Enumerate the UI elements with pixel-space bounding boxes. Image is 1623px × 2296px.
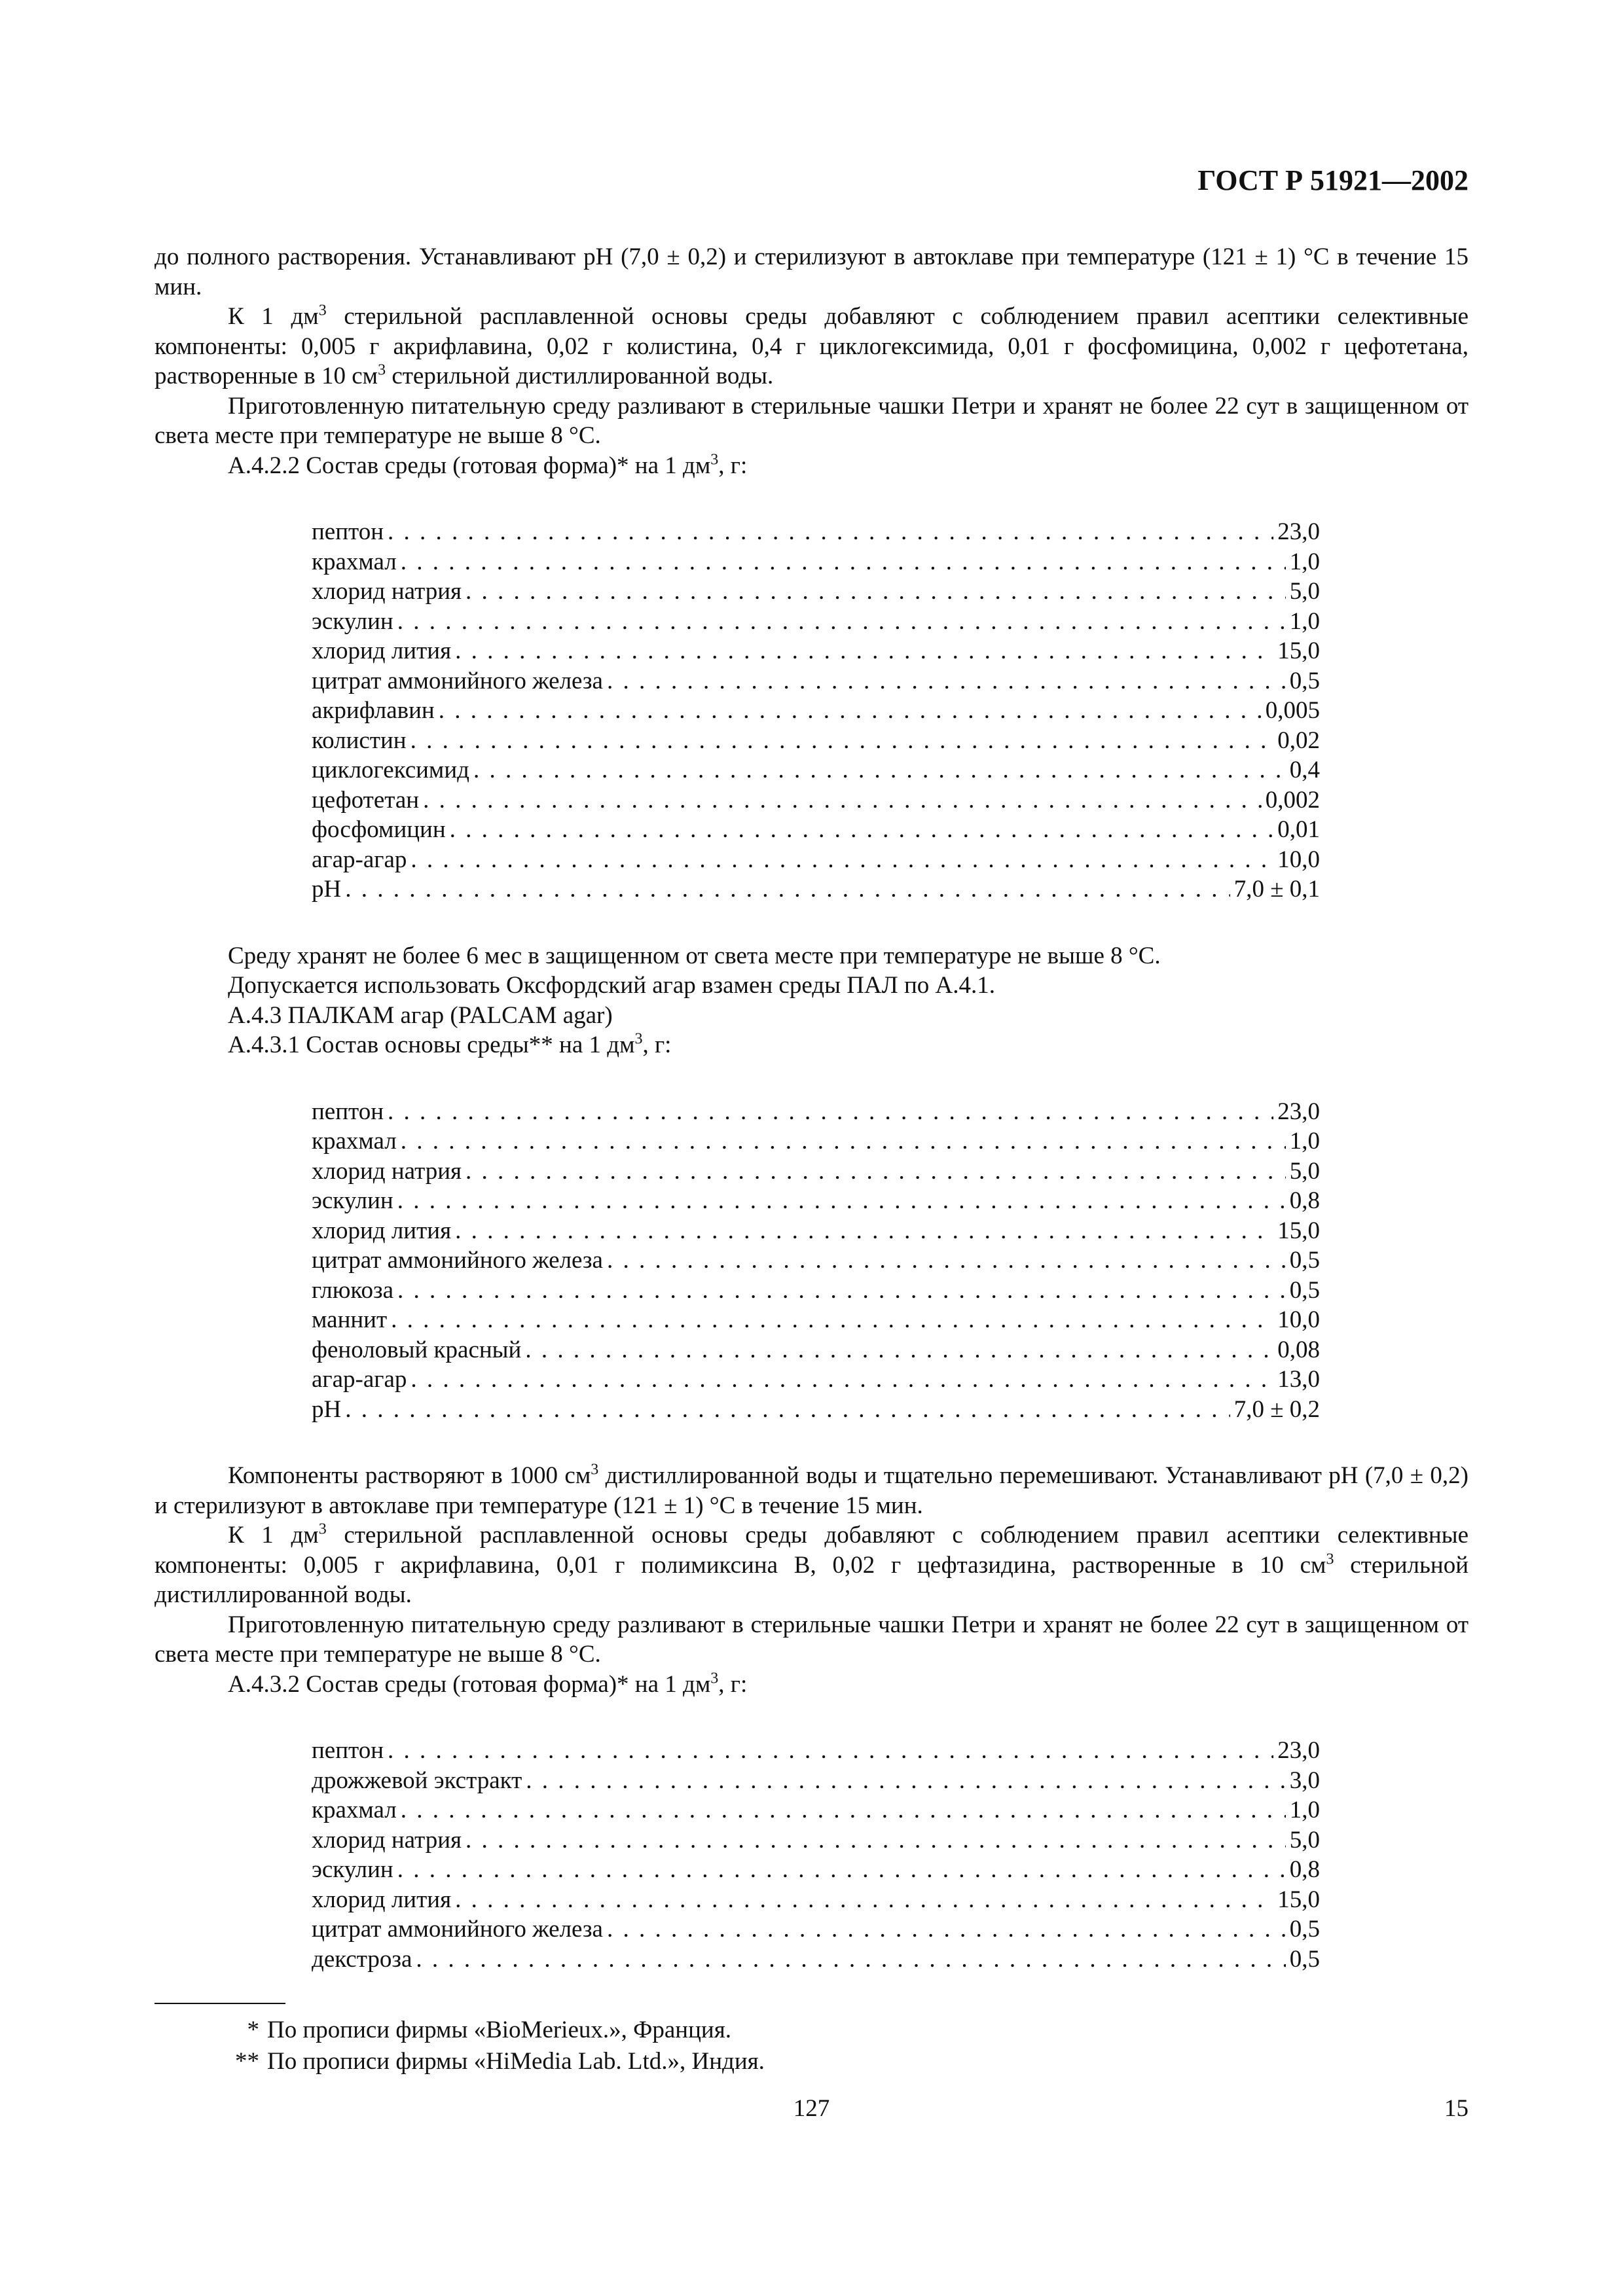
- composition-row: [312, 1186, 1320, 1216]
- composition-row: [312, 1855, 1320, 1885]
- component-name: хлорид натрия: [312, 578, 462, 605]
- composition-row: [312, 607, 1320, 637]
- component-amount: 23,0: [1277, 1098, 1320, 1125]
- component-name: пептон: [312, 1737, 384, 1764]
- dot-leader: [473, 755, 1286, 785]
- composition-row: [312, 696, 1320, 726]
- component-amount: 1,0: [1289, 607, 1320, 635]
- composition-list-2: [312, 1097, 1320, 1425]
- page-content: [155, 242, 1468, 2011]
- component-amount: 10,0: [1277, 1306, 1320, 1333]
- composition-row: [312, 517, 1320, 547]
- composition-row: [312, 1365, 1320, 1395]
- component-name: крахмал: [312, 548, 397, 575]
- dot-leader: [410, 726, 1274, 756]
- paragraph-2: К 1 $дм^3$ стерильной расплавленной основы среды добавляют с соблюдением правил асептики селективные компоненты: 0,005 г акрифлавина, 0,02 г колистина, 0,4 г циклогексимида, 0,01 г фосфомицина, 0,002 г цефотетана, растворенные в 10 $см^3$ стерильной дистиллированной воды.: [155, 302, 1469, 389]
- dot-leader: [607, 1914, 1286, 1945]
- composition-row: [312, 1246, 1320, 1276]
- component-name: цитрат аммонийного железа: [312, 1916, 603, 1943]
- component-amount: 5,0: [1289, 1157, 1320, 1185]
- component-name: фосфомицин: [312, 816, 446, 843]
- composition-row: [312, 1825, 1320, 1856]
- component-amount: 1,0: [1289, 1128, 1320, 1155]
- dot-leader: [607, 1246, 1286, 1276]
- dot-leader: [423, 785, 1262, 816]
- composition-row: [312, 1305, 1320, 1335]
- dot-leader: [391, 1305, 1273, 1335]
- component-name: агар-агар: [312, 846, 407, 873]
- component-name: пептон: [312, 1098, 384, 1125]
- component-name: цефотетан: [312, 786, 420, 814]
- component-name: колистин: [312, 726, 407, 754]
- component-amount: 0,002: [1265, 786, 1320, 814]
- composition-row: [312, 1914, 1320, 1945]
- paragraph-4: Среду хранят не более 6 мес в защищенном от света месте при температуре не выше 8 °С.: [228, 942, 1161, 969]
- dot-leader: [401, 1126, 1286, 1157]
- dot-leader: [345, 1395, 1230, 1425]
- dot-leader: [450, 815, 1274, 845]
- component-name: хлорид лития: [312, 637, 452, 664]
- component-name: глюкоза: [312, 1276, 394, 1304]
- dot-leader: [388, 1736, 1273, 1766]
- footnote-2: [155, 2046, 765, 2077]
- component-amount: 1,0: [1289, 1797, 1320, 1823]
- component-amount: 0,005: [1265, 697, 1320, 724]
- heading-a432: А.4.3.2 Состав среды (готовая форма)* на 1 $дм^3$, г:: [228, 1670, 748, 1698]
- composition-row: [312, 1945, 1320, 1975]
- component-name: феноловый красный: [312, 1336, 522, 1363]
- composition-row: [312, 755, 1320, 785]
- component-name: маннит: [312, 1306, 388, 1333]
- component-name: pH: [312, 876, 342, 903]
- component-amount: 5,0: [1289, 578, 1320, 605]
- dot-leader: [416, 1945, 1285, 1975]
- composition-row: [312, 726, 1320, 756]
- dot-leader: [455, 1216, 1273, 1246]
- dot-leader: [439, 696, 1262, 726]
- component-name: хлорид лития: [312, 1217, 452, 1244]
- component-amount: 15,0: [1277, 1217, 1320, 1244]
- dot-leader: [410, 845, 1273, 875]
- paragraph-5: Допускается использовать Оксфордский агар взамен среды ПАЛ по А.4.1.: [228, 972, 996, 999]
- footnote-1: [155, 2015, 765, 2046]
- page-number-right: 15: [1444, 2095, 1468, 2122]
- dot-leader: [465, 1157, 1286, 1187]
- component-name: хлорид натрия: [312, 1157, 462, 1185]
- component-amount: 23,0: [1277, 1737, 1320, 1764]
- composition-row: [312, 577, 1320, 607]
- composition-list-1: [312, 517, 1320, 905]
- composition-row: [312, 815, 1320, 845]
- paragraph-7: К 1 $дм^3$ стерильной расплавленной основы среды добавляют с соблюдением правил асептики селективные компоненты: 0,005 г акрифлавина, 0,01 г полимиксина В, 0,02 г цефтазидина, растворенные в 10 $см^3$ стерильной дистиллированной воды.: [155, 1520, 1469, 1608]
- component-amount: 0,08: [1277, 1336, 1320, 1363]
- paragraph-8: Приготовленную питательную среду разливают в стерильные чашки Петри и хранят не более 22 сут в защищенном от света месте при температуре не выше 8 °С.: [155, 1611, 1468, 1668]
- composition-row: [312, 636, 1320, 666]
- composition-row: [312, 1795, 1320, 1825]
- dot-leader: [607, 666, 1286, 696]
- dot-leader: [465, 1825, 1286, 1856]
- component-name: декстроза: [312, 1945, 412, 1973]
- component-amount: 0,02: [1277, 726, 1320, 754]
- dot-leader: [397, 607, 1286, 637]
- component-name: циклогексимид: [312, 757, 469, 783]
- dot-leader: [455, 636, 1273, 666]
- component-amount: 7,0 ± 0,2: [1233, 1395, 1320, 1423]
- footnotes: [155, 2015, 765, 2077]
- dot-leader: [526, 1766, 1285, 1796]
- composition-list-3: [312, 1736, 1320, 1974]
- component-amount: 15,0: [1277, 1886, 1320, 1913]
- component-name: дрожжевой экстракт: [312, 1767, 522, 1794]
- component-name: акрифлавин: [312, 697, 435, 724]
- composition-row: [312, 1276, 1320, 1306]
- footnote-text: По прописи фирмы «BioMerieux.», Франция.: [267, 2017, 731, 2043]
- component-amount: 0,8: [1289, 1187, 1320, 1214]
- footnote-mark: **: [235, 2048, 259, 2075]
- component-amount: 7,0 ± 0,1: [1233, 876, 1320, 903]
- component-name: цитрат аммонийного железа: [312, 1247, 603, 1274]
- component-amount: 3,0: [1289, 1767, 1320, 1794]
- composition-row: [312, 874, 1320, 905]
- component-name: pH: [312, 1395, 342, 1423]
- dot-leader: [397, 1276, 1286, 1306]
- dot-leader: [345, 874, 1230, 905]
- component-name: цитрат аммонийного железа: [312, 667, 603, 694]
- component-amount: 15,0: [1277, 637, 1320, 664]
- component-amount: 10,0: [1277, 846, 1320, 873]
- composition-row: [312, 1736, 1320, 1766]
- component-name: крахмал: [312, 1128, 397, 1155]
- heading-a431: А.4.3.1 Состав основы среды** на 1 $дм^3$, г:: [228, 1030, 672, 1058]
- dot-leader: [401, 547, 1286, 577]
- page-number-center: 127: [793, 2095, 830, 2122]
- composition-row: [312, 1766, 1320, 1796]
- composition-row: [312, 845, 1320, 875]
- component-amount: 5,0: [1289, 1826, 1320, 1854]
- component-amount: 0,8: [1289, 1856, 1320, 1883]
- component-name: пептон: [312, 518, 384, 545]
- paragraph-6: Компоненты растворяют в 1000 $см^3$ дистиллированной воды и тщательно перемешивают. Устанавливают pH (7,0 ± 0,2) и стерилизуют в автоклаве при температуре (121 ± 1) °С в течение 15 мин.: [155, 1461, 1469, 1519]
- component-name: агар-агар: [312, 1366, 407, 1393]
- heading-a422: А.4.2.2 Состав среды (готовая форма)* на 1 $дм^3$, г:: [228, 451, 748, 479]
- dot-leader: [455, 1885, 1273, 1915]
- component-amount: 0,5: [1289, 1945, 1320, 1973]
- component-amount: 13,0: [1277, 1366, 1320, 1393]
- composition-row: [312, 1885, 1320, 1915]
- footnote-text: По прописи фирмы «HiMedia Lab. Ltd.», Индия.: [267, 2048, 765, 2075]
- document-header: ГОСТ Р 51921—2002: [1197, 164, 1468, 196]
- component-amount: 0,5: [1289, 667, 1320, 694]
- dot-leader: [397, 1855, 1286, 1885]
- component-name: хлорид натрия: [312, 1826, 462, 1854]
- component-amount: 0,5: [1289, 1247, 1320, 1274]
- dot-leader: [397, 1186, 1286, 1216]
- composition-row: [312, 785, 1320, 816]
- component-name: эскулин: [312, 1187, 393, 1214]
- composition-row: [312, 547, 1320, 577]
- composition-row: [312, 666, 1320, 696]
- dot-leader: [465, 577, 1286, 607]
- composition-row: [312, 1216, 1320, 1246]
- footnote-mark: *: [247, 2017, 259, 2043]
- dot-leader: [525, 1335, 1273, 1365]
- component-amount: 0,5: [1289, 1916, 1320, 1943]
- footnote-divider: [155, 2003, 285, 2004]
- component-amount: 1,0: [1289, 548, 1320, 575]
- component-name: эскулин: [312, 1856, 393, 1883]
- composition-row: [312, 1157, 1320, 1187]
- dot-leader: [410, 1365, 1273, 1395]
- component-amount: 23,0: [1277, 518, 1320, 545]
- component-amount: 0,5: [1289, 1276, 1320, 1304]
- composition-row: [312, 1126, 1320, 1157]
- component-amount: 0,4: [1289, 757, 1320, 783]
- component-name: эскулин: [312, 607, 393, 635]
- composition-row: [312, 1097, 1320, 1127]
- composition-row: [312, 1395, 1320, 1425]
- paragraph-3: Приготовленную питательную среду разливают в стерильные чашки Петри и хранят не более 22 сут в защищенном от света месте при температуре не выше 8 °С.: [155, 392, 1468, 449]
- dot-leader: [401, 1795, 1286, 1825]
- component-name: крахмал: [312, 1797, 397, 1823]
- paragraph-1: до полного растворения. Устанавливают pH (7,0 ± 0,2) и стерилизуют в автоклаве при температуре (121 ± 1) °С в течение 15 мин.: [155, 243, 1468, 300]
- component-name: хлорид лития: [312, 1886, 452, 1913]
- heading-a43: А.4.3 ПАЛКАМ агар (PALCAM agar): [228, 1001, 613, 1029]
- component-amount: 0,01: [1277, 816, 1320, 843]
- dot-leader: [388, 1097, 1273, 1127]
- dot-leader: [388, 517, 1273, 547]
- composition-row: [312, 1335, 1320, 1365]
